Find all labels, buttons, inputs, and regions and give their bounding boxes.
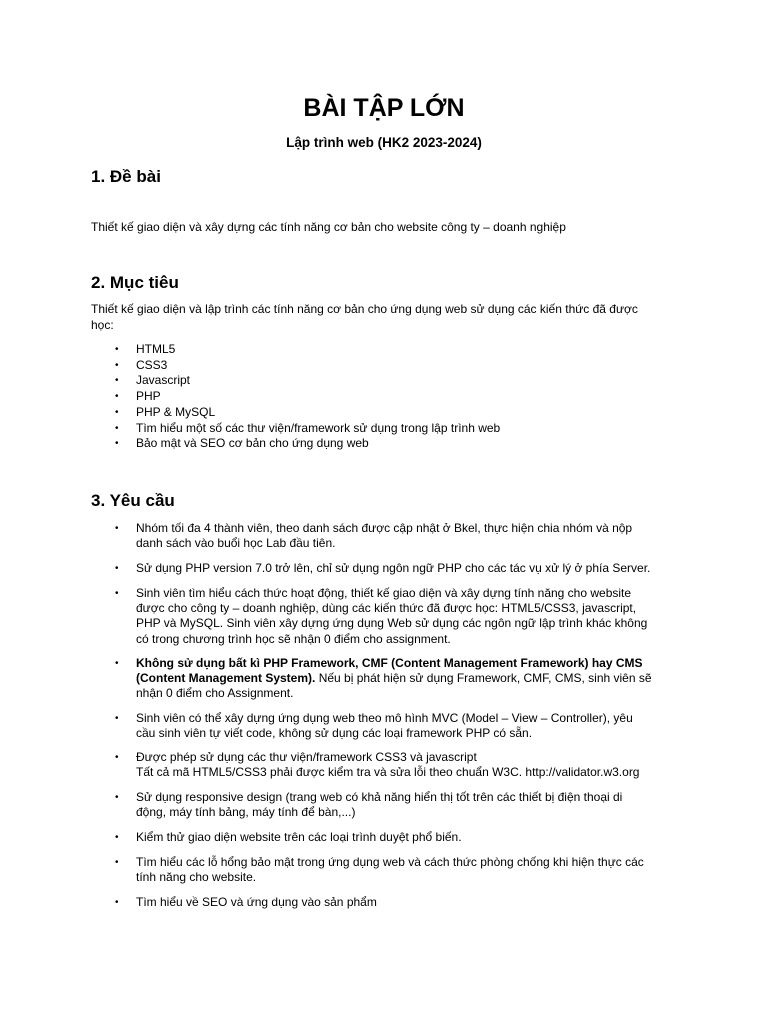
bullet-icon: • [115, 391, 119, 403]
goal-item-label: PHP & MySQL [136, 404, 216, 419]
requirement-item [91, 830, 691, 845]
requirement-line: Nhóm tối đa 4 thành viên, theo danh sách được cập nhật ở Bkel, thực hiện chia nhóm và nộp [136, 521, 633, 535]
goal-item-label: Javascript [136, 373, 191, 388]
requirement-line: cầu sinh viên tự viết code, không sử dụng các loại framework PHP có sẵn. [136, 726, 533, 741]
list-item [91, 421, 691, 437]
list-item [91, 373, 691, 389]
requirement-line: Được phép sử dụng các thư viện/framework CSS3 và javascript [136, 750, 477, 764]
document-subtitle: Lập trình web (HK2 2023-2024) [286, 135, 482, 150]
requirement-line [136, 671, 691, 686]
bullet-icon: • [115, 344, 119, 355]
requirement-item [91, 586, 691, 647]
requirement-item [91, 895, 691, 910]
bullet-icon: • [115, 588, 119, 599]
requirement-line: được cho công ty – doanh nghiệp, dùng các kiến thức đã được học: HTML5/CSS3, javascript, [136, 601, 637, 616]
bullet-icon: • [115, 422, 119, 434]
bullet-icon: • [115, 897, 119, 908]
requirement-item [91, 790, 691, 820]
list-item [91, 436, 691, 452]
bullet-icon: • [115, 375, 119, 387]
requirement-bold-line: Không sử dụng bất kì PHP Framework, CMF (Content Management Framework) hay CMS [136, 656, 643, 670]
bullet-icon: • [115, 832, 119, 843]
bullet-icon: • [115, 857, 119, 868]
goals-intro [91, 302, 691, 333]
requirement-line: tính năng cho website. [136, 870, 257, 885]
requirement-line: Sinh viên tìm hiểu cách thức hoạt động, thiết kế giao diện và xây dựng tính năng cho website [136, 586, 632, 600]
list-item [91, 358, 691, 374]
requirement-line: có trong chương trình học sẽ nhận 0 điểm cho assignment. [136, 631, 451, 646]
requirement-line: danh sách vào buổi học Lab đầu tiên. [136, 536, 336, 551]
goal-item-label: Tìm hiểu một số các thư viện/framework sử dụng trong lập trình web [136, 420, 501, 435]
bullet-icon: • [115, 563, 119, 574]
requirement-item [91, 656, 691, 702]
goals-intro-line: học: [91, 317, 114, 332]
requirement-line: Sử dụng responsive design (trang web có khả năng hiển thị tốt trên các thiết bị điện thoại di [136, 790, 623, 804]
requirement-line: Tìm hiểu về SEO và ứng dụng vào sản phẩm [136, 895, 377, 909]
goal-item-label: CSS3 [136, 357, 168, 372]
list-item [91, 342, 691, 358]
bullet-icon: • [115, 359, 119, 371]
bullet-icon: • [115, 792, 119, 803]
requirement-line: Tất cả mã HTML5/CSS3 phải được kiểm tra và sửa lỗi theo chuẩn W3C. http://validator.w3.org [136, 765, 640, 780]
requirement-line: nhận 0 điểm cho Assignment. [136, 686, 294, 701]
goal-item-label: HTML5 [136, 342, 176, 356]
requirement-line: động, máy tính bảng, máy tính để bàn,...) [136, 805, 356, 820]
requirement-item [91, 750, 691, 780]
requirement-item [91, 855, 691, 885]
requirement-line: PHP và MySQL. Sinh viên xây dựng ứng dụng Web sử dụng các ngôn ngữ lập trình khác không [136, 616, 648, 631]
bullet-icon: • [115, 523, 119, 534]
requirement-line: Tìm hiểu các lỗ hổng bảo mật trong ứng dụng web và cách thức phòng chống khi hiện thực các [136, 855, 644, 869]
section-heading-goals: 2. Mục tiêu [91, 273, 179, 292]
topic-text: Thiết kế giao diện và xây dựng các tính năng cơ bản cho website công ty – doanh nghiệp [91, 220, 566, 234]
bullet-icon: • [115, 713, 119, 724]
goal-item-label: PHP [136, 389, 161, 404]
requirement-line: Sử dụng PHP version 7.0 trở lên, chỉ sử dụng ngôn ngữ PHP cho các tác vụ xử lý ở phía Server. [136, 561, 651, 575]
list-item [91, 389, 691, 405]
bullet-icon: • [115, 752, 119, 763]
goals-intro-line: Thiết kế giao diện và lập trình các tính năng cơ bản cho ứng dụng web sử dụng các kiến thức đã được [91, 302, 638, 316]
requirement-item [91, 521, 691, 551]
requirement-text: Nếu bị phát hiện sử dụng Framework, CMF, CMS, sinh viên sẽ [315, 671, 652, 686]
document-title: BÀI TẬP LỚN [303, 94, 465, 122]
section-heading-requirements: 3. Yêu cầu [91, 491, 175, 510]
bullet-icon: • [115, 658, 119, 669]
requirement-line: Kiểm thử giao diện website trên các loại trình duyệt phổ biến. [136, 830, 462, 844]
requirement-item [91, 561, 691, 576]
bullet-icon: • [115, 406, 119, 418]
goals-list [91, 342, 691, 452]
section-heading-topic: 1. Đề bài [91, 167, 161, 186]
requirement-bold-text: (Content Management System). [136, 671, 316, 686]
list-item [91, 405, 691, 421]
requirement-item [91, 711, 691, 741]
goal-item-label: Bảo mật và SEO cơ bản cho ứng dụng web [136, 436, 369, 451]
requirement-line: Sinh viên có thể xây dựng ứng dụng web theo mô hình MVC (Model – View – Controller), yêu [136, 711, 633, 725]
bullet-icon: • [115, 438, 119, 450]
